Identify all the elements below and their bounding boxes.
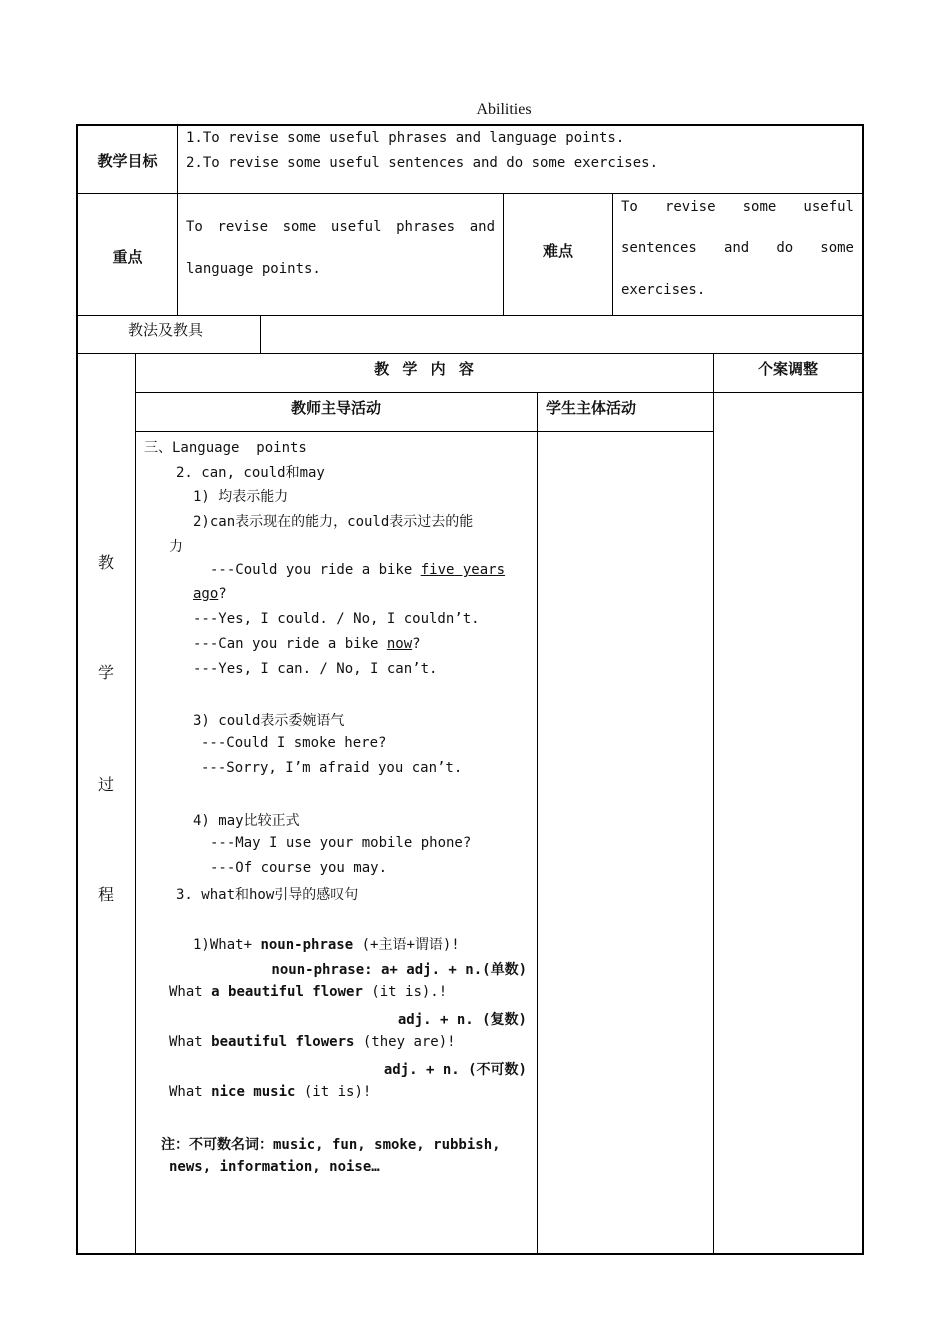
text-run: What [169,1034,212,1050]
process-side-char: 过 [98,775,115,794]
adjust-header: 个案调整 [757,360,818,378]
content-line: 1) 均表示能力 [193,489,289,505]
content-line: 三、Language points [144,440,307,456]
key-points-label: 重点 [112,248,143,266]
text-run: ? [412,636,421,652]
text-run: ---Can you ride a bike [193,636,387,652]
key-points-line-2: language points. [186,261,321,277]
text-run: ? [218,586,227,602]
content-line: ---Sorry, I’m afraid you can’t. [201,760,463,776]
content-line: ---Yes, I could. / No, I couldn’t. [193,611,480,627]
teacher-activity-header: 教师主导活动 [290,399,381,417]
content-header: 教 学 内 容 [374,360,474,378]
content-line: 力 [169,539,183,555]
content-line: adj. + n. (复数) [397,1012,527,1028]
text-run: (it is)! [295,1084,372,1100]
objectives-label: 教学目标 [97,152,158,170]
content-line [193,934,460,954]
text-run: 1)What+ [193,937,261,953]
content-line [169,984,447,1000]
bold-text: noun-phrase [260,937,354,953]
objective-line-2: 2.To revise some useful sentences and do some exercises. [186,155,659,171]
content-line [193,636,421,652]
difficulties-line-2: sentences and do some [621,240,854,256]
content-line: ---Could I smoke here? [201,735,387,751]
content-line: noun-phrase: a+ adj. + n.(单数) [271,962,527,978]
content-line: 3. what和how引导的感叹句 [176,887,359,903]
content-line: ---Of course you may. [210,860,388,876]
underlined-text: ago [193,586,219,602]
key-points-line-1: To revise some useful phrases and [186,219,495,235]
content-line: 4) may比较正式 [193,813,300,829]
process-side-char: 程 [98,885,115,904]
text-run: (they are)! [354,1034,456,1050]
bold-text: beautiful flowers [211,1034,355,1050]
text-run: What [169,984,212,1000]
text-run: (+主语+谓语)! [353,937,460,953]
student-activity-header: 学生主体活动 [546,399,637,417]
content-line [169,1084,371,1100]
process-side-char: 学 [98,663,115,682]
content-line: ---May I use your mobile phone? [210,835,472,851]
process-side-char: 教 [98,553,115,572]
content-line: news, information, noise… [169,1159,380,1175]
content-line: 2)can表示现在的能力，could表示过去的能 [193,514,474,530]
content-line: 3) could表示委婉语气 [193,713,345,729]
text-run: ---Could you ride a bike [210,562,421,578]
content-line: 注：不可数名词：music, fun, smoke, rubbish, [161,1137,501,1153]
bold-text: a beautiful flower [211,984,363,1000]
content-line [193,586,227,602]
difficulties-line-1: To revise some useful [621,199,854,215]
text-run: What [169,1084,212,1100]
text-run: (it is).! [362,984,448,1000]
difficulties-label: 难点 [542,242,573,260]
content-line [169,1034,456,1050]
content-line: 2. can, could和may [176,465,325,481]
underlined-text: five years [420,562,506,578]
content-line: ---Yes, I can. / No, I can’t. [193,661,438,677]
underlined-text: now [386,636,413,652]
objective-line-1: 1.To revise some useful phrases and language points. [186,130,625,146]
content-line: adj. + n. (不可数) [383,1062,527,1078]
difficulties-line-3: exercises. [621,282,706,298]
bold-text: nice music [211,1084,296,1100]
methods-label: 教法及教具 [128,321,204,339]
page-title: Abilities [476,101,532,118]
content-line [210,562,505,578]
